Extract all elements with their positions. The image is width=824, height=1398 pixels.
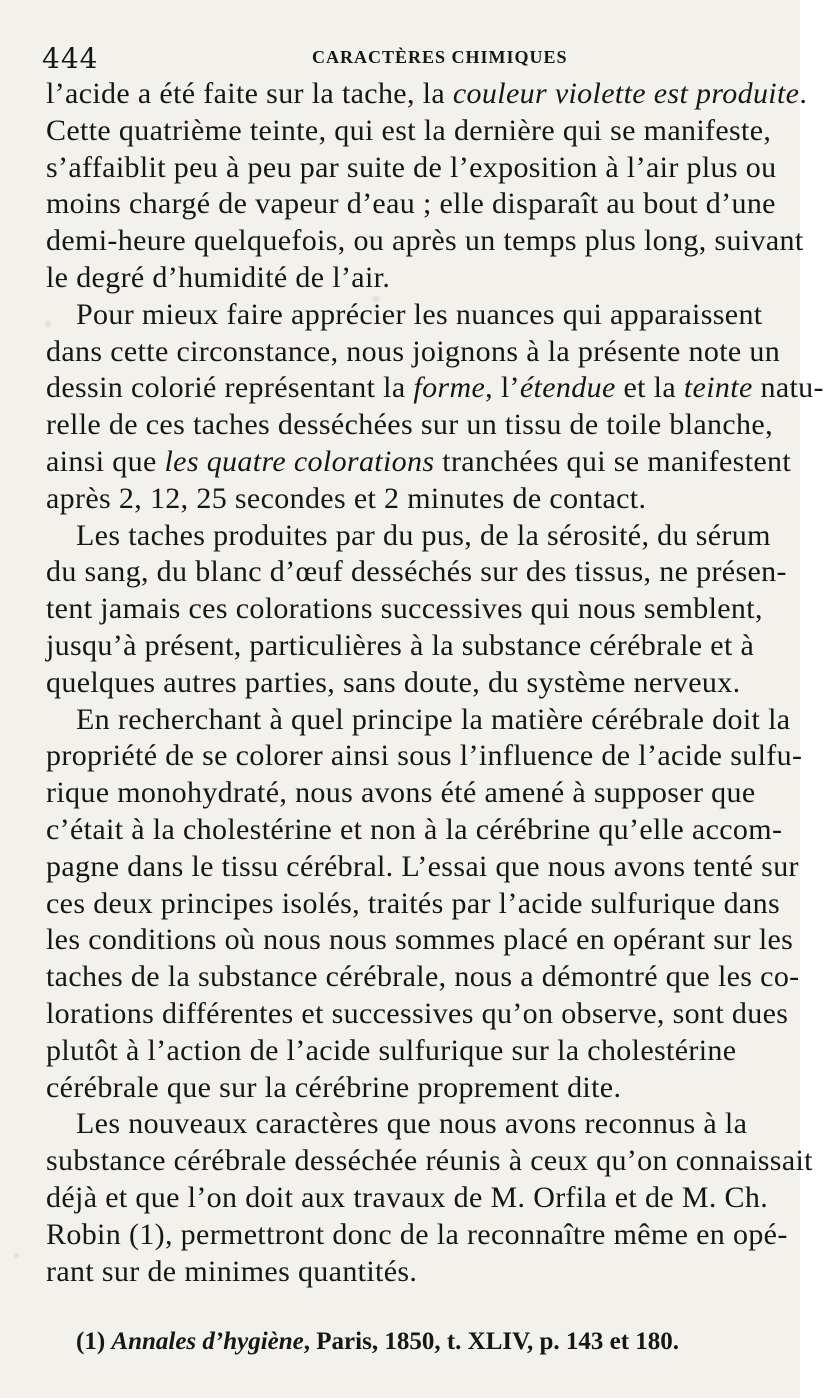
text-line — [46, 370, 824, 407]
text-line — [46, 554, 787, 591]
text-fragment: jusqu’à présent, particulières à la substance cérébrale et à — [46, 628, 755, 662]
main-text — [46, 76, 824, 1290]
text-line — [46, 886, 780, 923]
text-line — [46, 849, 799, 886]
text-fragment: tent jamais ces colorations successives qui nous semblent, — [46, 592, 763, 626]
footnote — [76, 1328, 679, 1356]
text-line — [46, 1217, 788, 1254]
text-fragment: le degré d’humidité de l’air. — [46, 260, 391, 294]
text-line — [46, 444, 792, 481]
text-line — [46, 1033, 758, 1070]
text-line — [46, 481, 758, 518]
text-fragment: Les nouveaux caractères que nous avons reconnus à la — [76, 1107, 748, 1141]
text-line — [46, 518, 771, 555]
text-fragment: rique monohydraté, nous avons été amené à supposer que — [46, 776, 756, 810]
paper-spot — [14, 1253, 19, 1258]
text-line — [46, 1106, 758, 1143]
text-line — [46, 812, 783, 849]
text-fragment: relle de ces taches desséchées sur un tissu de toile blanche, — [46, 408, 773, 442]
text-fragment: et la — [615, 371, 684, 405]
running-head: CARACTÈRES CHIMIQUES — [312, 47, 568, 67]
text-line — [46, 186, 776, 223]
text-fragment: étendue — [519, 371, 616, 405]
footnote-marker: (1) — [76, 1328, 106, 1355]
text-line — [46, 996, 789, 1033]
text-line — [46, 1254, 758, 1291]
text-fragment: En recherchant à quel principe la matière cérébrale doit la — [76, 702, 791, 736]
text-fragment: les quatre colorations — [164, 444, 435, 478]
text-fragment: natu- — [752, 371, 824, 405]
text-fragment: teinte — [683, 371, 753, 405]
text-line — [46, 959, 800, 996]
text-fragment: Pour mieux faire apprécier les nuances qui apparaissent — [76, 297, 763, 331]
text-fragment: déjà et que l’on doit aux travaux de M. Orfila et de M. Ch. — [46, 1180, 769, 1214]
text-line — [46, 334, 781, 371]
text-fragment: . — [799, 77, 808, 110]
text-fragment: demi-heure quelquefois, ou après un temps plus long, suivant — [46, 224, 804, 258]
text-fragment: lorations différentes et successives qu’on observe, sont dues — [46, 996, 789, 1030]
text-line — [46, 260, 758, 297]
text-fragment: quelques autres parties, sans doute, du système nerveux. — [46, 665, 741, 699]
text-fragment: s’affaiblit peu à peu par suite de l’exposition à l’air plus ou — [46, 150, 777, 184]
text-line — [46, 591, 763, 628]
text-line — [46, 223, 804, 260]
text-line — [46, 150, 777, 187]
text-fragment: couleur violette est produite — [452, 77, 800, 110]
text-fragment: Robin (1), permettront donc de la reconnaître même en opé- — [46, 1217, 788, 1251]
text-line — [46, 922, 794, 959]
footnote-source: Annales d’hygiène — [111, 1328, 304, 1355]
text-fragment: Cette quatrième teinte, qui est la dernière qui se manifeste, — [46, 113, 772, 147]
text-fragment: dessin colorié représentant la — [46, 371, 414, 405]
text-fragment: du sang, du blanc d’œuf desséchés sur des tissus, ne présen- — [46, 555, 787, 589]
text-line — [46, 1180, 769, 1217]
text-line — [46, 407, 773, 444]
text-fragment: taches de la substance cérébrale, nous a démontré que les co- — [46, 960, 800, 994]
text-line — [46, 76, 808, 113]
text-fragment: tranchées qui se manifestent — [434, 444, 792, 478]
text-line — [46, 702, 791, 739]
text-fragment: ainsi que — [46, 444, 165, 478]
text-fragment: moins chargé de vapeur d’eau ; elle disparaît au bout d’une — [46, 187, 776, 221]
text-line — [46, 1070, 758, 1107]
text-fragment: propriété de se colorer ainsi sous l’influence de l’acide sulfu- — [46, 739, 803, 773]
text-line — [46, 113, 772, 150]
text-fragment: ces deux principes isolés, traités par l’acide sulfurique dans — [46, 886, 780, 920]
text-fragment: rant sur de minimes quantités. — [46, 1254, 418, 1288]
text-fragment: substance cérébrale desséchée réunis à ceux qu’on connaissait — [46, 1144, 813, 1178]
page-number: 444 — [42, 42, 99, 75]
footnote-details: , Paris, 1850, t. XLIV, p. 143 et 180. — [303, 1328, 680, 1355]
text-fragment: plutôt à l’action de l’acide sulfurique sur la cholestérine — [46, 1033, 737, 1067]
text-fragment: cérébrale que sur la cérébrine proprement dite. — [46, 1070, 622, 1104]
text-line — [46, 738, 803, 775]
text-fragment: dans cette circonstance, nous joignons à la présente note un — [46, 334, 781, 368]
text-fragment: c’était à la cholestérine et non à la cérébrine qu’elle accom- — [46, 812, 783, 846]
text-fragment: forme — [413, 371, 486, 405]
text-fragment: , l’ — [485, 371, 520, 405]
text-fragment: après 2, 12, 25 secondes et 2 minutes de contact. — [46, 481, 647, 515]
text-fragment: pagne dans le tissu cérébral. L’essai que nous avons tenté sur — [46, 849, 799, 883]
text-line — [46, 297, 763, 334]
page-header — [42, 40, 760, 74]
text-fragment: l’acide a été faite sur la tache, la — [46, 77, 453, 110]
text-line — [46, 1143, 813, 1180]
text-line — [46, 665, 758, 702]
text-line — [46, 775, 758, 812]
text-fragment: les conditions où nous nous sommes placé en opérant sur les — [46, 923, 794, 957]
text-line — [46, 628, 758, 665]
text-fragment: Les taches produites par du pus, de la sérosité, du sérum — [76, 518, 771, 552]
